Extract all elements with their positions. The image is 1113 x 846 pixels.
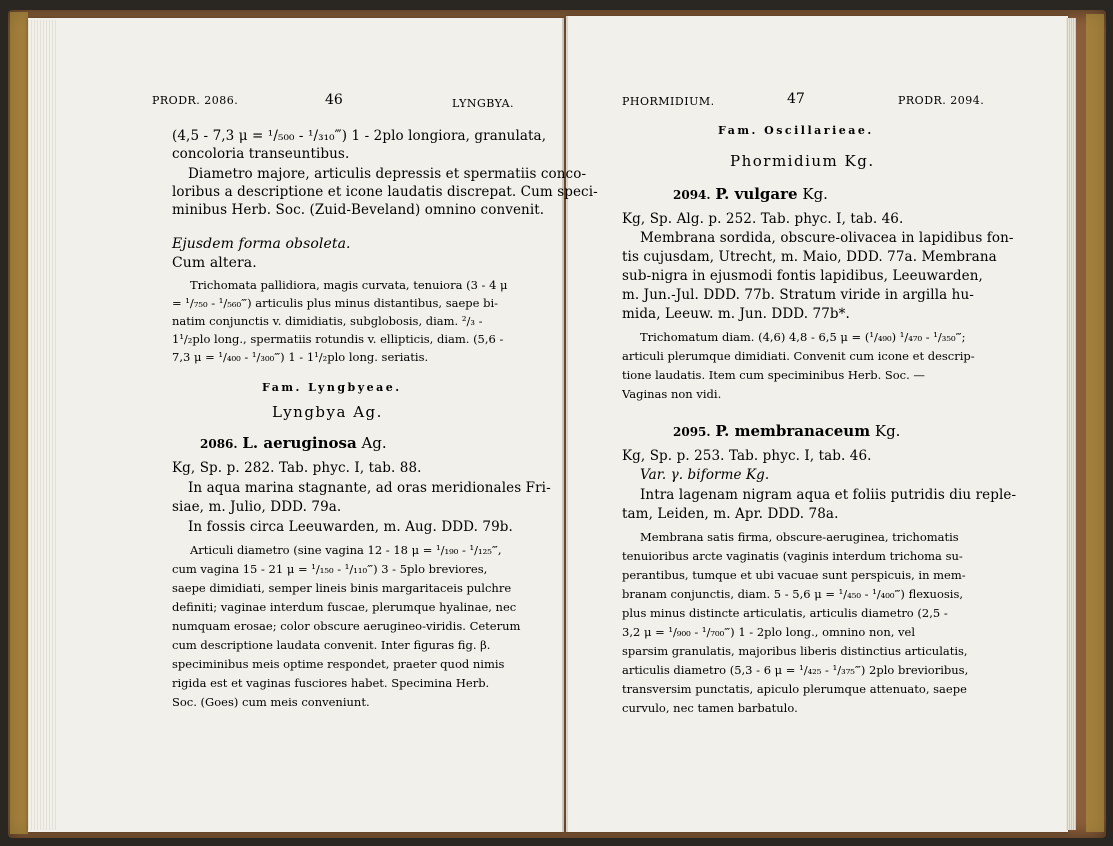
left-page-edges <box>28 20 58 830</box>
text-line: concoloria transeuntibus. <box>172 146 350 162</box>
running-head-left: PRODR. 2086. <box>152 94 239 107</box>
running-head-right: LYNGBYA. <box>452 97 515 110</box>
page-number-right: 47 <box>787 91 805 107</box>
text-line: Trichomata pallidiora, magis curvata, tenuiora (3 - 4 μ <box>190 278 508 292</box>
family-heading: Fam. Oscillarieae. <box>718 124 874 137</box>
text-line: cum descriptione laudata convenit. Inter figuras fig. β. <box>172 638 491 652</box>
text-line: Kg, Sp. Alg. p. 252. Tab. phyc. I, tab. 46. <box>622 211 904 227</box>
text-line: Trichomatum diam. (4,6) 4,8 - 6,5 μ = (¹/₄₉₀) ¹/₄₇₀ - ¹/₃₅₀‴; <box>640 330 966 344</box>
species-name: P. vulgare <box>715 185 798 203</box>
text-line: articuli plerumque dimidiati. Convenit cum icone et descrip- <box>622 349 975 363</box>
text-line: 3,2 μ = ¹/₉₀₀ - ¹/₇₀₀‴) 1 - 2plo long., omnino non, vel <box>622 625 916 639</box>
text-line: articulis diametro (5,3 - 6 μ = ¹/₄₂₅ - ¹/₃₇₅‴) 2plo brevioribus, <box>622 663 969 677</box>
species-name: L. aeruginosa <box>242 434 357 452</box>
text-line: 1¹/₂plo long., spermatiis rotundis v. ellipticis, diam. (5,6 - <box>172 332 504 346</box>
text-line: sparsim granulatis, majoribus liberis distinctius articulatis, <box>622 644 968 658</box>
variety-heading: Ejusdem forma obsoleta. <box>172 236 351 252</box>
genus-heading: Phormidium Kg. <box>730 152 875 170</box>
genus-heading: Lyngbya Ag. <box>272 403 383 421</box>
species-heading <box>200 434 387 452</box>
text-line: (4,5 - 7,3 μ = ¹/₅₀₀ - ¹/₃₁₀‴) 1 - 2plo longiora, granulata, <box>172 128 547 144</box>
text-line: Intra lagenam nigram aqua et foliis putridis diu reple- <box>640 487 1017 503</box>
text-line: Articuli diametro (sine vagina 12 - 18 μ = ¹/₁₉₀ - ¹/₁₂₅‴, <box>190 543 502 557</box>
text-line: perantibus, tumque et ubi vacuae sunt perspicuis, in mem- <box>622 568 966 582</box>
species-number: 2086. <box>200 437 238 451</box>
gilt-edge-right <box>1086 14 1104 832</box>
text-line: Kg, Sp. p. 282. Tab. phyc. I, tab. 88. <box>172 460 422 476</box>
text-line: minibus Herb. Soc. (Zuid-Beveland) omnino convenit. <box>172 202 545 218</box>
text-line: tione laudatis. Item cum speciminibus Herb. Soc. — <box>622 368 925 382</box>
text-line: siae, m. Julio, DDD. 79a. <box>172 499 342 515</box>
text-line: m. Jun.-Jul. DDD. 77b. Stratum viride in argilla hu- <box>622 287 974 303</box>
text-line: Membrana sordida, obscure-olivacea in lapidibus fon- <box>640 230 1014 246</box>
text-line: 7,3 μ = ¹/₄₀₀ - ¹/₃₀₀‴) 1 - 1¹/₂plo long. seriatis. <box>172 350 429 364</box>
text-line: tam, Leiden, m. Apr. DDD. 78a. <box>622 506 839 522</box>
text-line: numquam erosae; color obscure aerugineo-viridis. Ceterum <box>172 619 521 633</box>
text-line: Vaginas non vidi. <box>622 387 722 401</box>
text-line: = ¹/₇₅₀ - ¹/₅₆₀‴) articulis plus minus distantibus, saepe bi- <box>172 296 499 310</box>
species-heading <box>673 185 828 203</box>
text-line: sub-nigra in ejusmodi fontis lapidibus, Leeuwarden, <box>622 268 983 284</box>
species-author: Kg. <box>802 185 828 203</box>
text-line: curvulo, nec tamen barbatulo. <box>622 701 798 715</box>
text-line: plus minus distincte articulatis, articulis diametro (2,5 - <box>622 606 948 620</box>
text-line: Cum altera. <box>172 255 257 271</box>
text-line: In fossis circa Leeuwarden, m. Aug. DDD. 79b. <box>188 519 513 535</box>
text-line: speciminibus meis optime respondet, praeter quod nimis <box>172 657 505 671</box>
text-line: rigida est et vaginas fusciores habet. Specimina Herb. <box>172 676 490 690</box>
variety-heading: Var. γ. biforme Kg. <box>640 467 770 483</box>
species-number: 2094. <box>673 188 711 202</box>
text-line: Soc. (Goes) cum meis conveniunt. <box>172 695 370 709</box>
text-line: natim conjunctis v. dimidiatis, subglobosis, diam. ²/₃ - <box>172 314 483 328</box>
text-line: transversim punctatis, apiculo plerumque attenuato, saepe <box>622 682 967 696</box>
text-line: tenuioribus arcte vaginatis (vaginis interdum trichoma su- <box>622 549 963 563</box>
gilt-edge-left <box>10 12 28 834</box>
text-line: definiti; vaginae interdum fuscae, plerumque hyalinae, nec <box>172 600 517 614</box>
running-head-right: PRODR. 2094. <box>898 94 985 107</box>
right-page-edges <box>1066 18 1076 830</box>
text-line: In aqua marina stagnante, ad oras meridionales Fri- <box>188 480 551 496</box>
text-line: Kg, Sp. p. 253. Tab. phyc. I, tab. 46. <box>622 448 872 464</box>
family-heading: Fam. Lyngbyeae. <box>262 381 402 394</box>
page-number-left: 46 <box>325 92 343 108</box>
species-number: 2095. <box>673 425 711 439</box>
running-head-left: PHORMIDIUM. <box>622 95 715 108</box>
species-name: P. membranaceum <box>715 422 871 440</box>
text-line: loribus a descriptione et icone laudatis discrepat. Cum speci- <box>172 184 598 200</box>
text-line: branam conjunctis, diam. 5 - 5,6 μ = ¹/₄₅₀ - ¹/₄₀₀‴) flexuosis, <box>622 587 964 601</box>
text-line: saepe dimidiati, semper lineis binis margaritaceis pulchre <box>172 581 512 595</box>
text-line: mida, Leeuw. m. Jun. DDD. 77b*. <box>622 306 850 322</box>
text-line: Diametro majore, articulis depressis et spermatiis conco- <box>188 166 587 182</box>
text-line: tis cujusdam, Utrecht, m. Maio, DDD. 77a. Membrana <box>622 249 997 265</box>
species-author: Kg. <box>874 422 901 440</box>
species-author: Ag. <box>361 434 387 452</box>
species-heading <box>673 422 900 440</box>
text-line: cum vagina 15 - 21 μ = ¹/₁₅₀ - ¹/₁₁₀‴) 3 - 5plo breviores, <box>172 562 488 576</box>
text-line: Membrana satis firma, obscure-aeruginea, trichomatis <box>640 530 959 544</box>
